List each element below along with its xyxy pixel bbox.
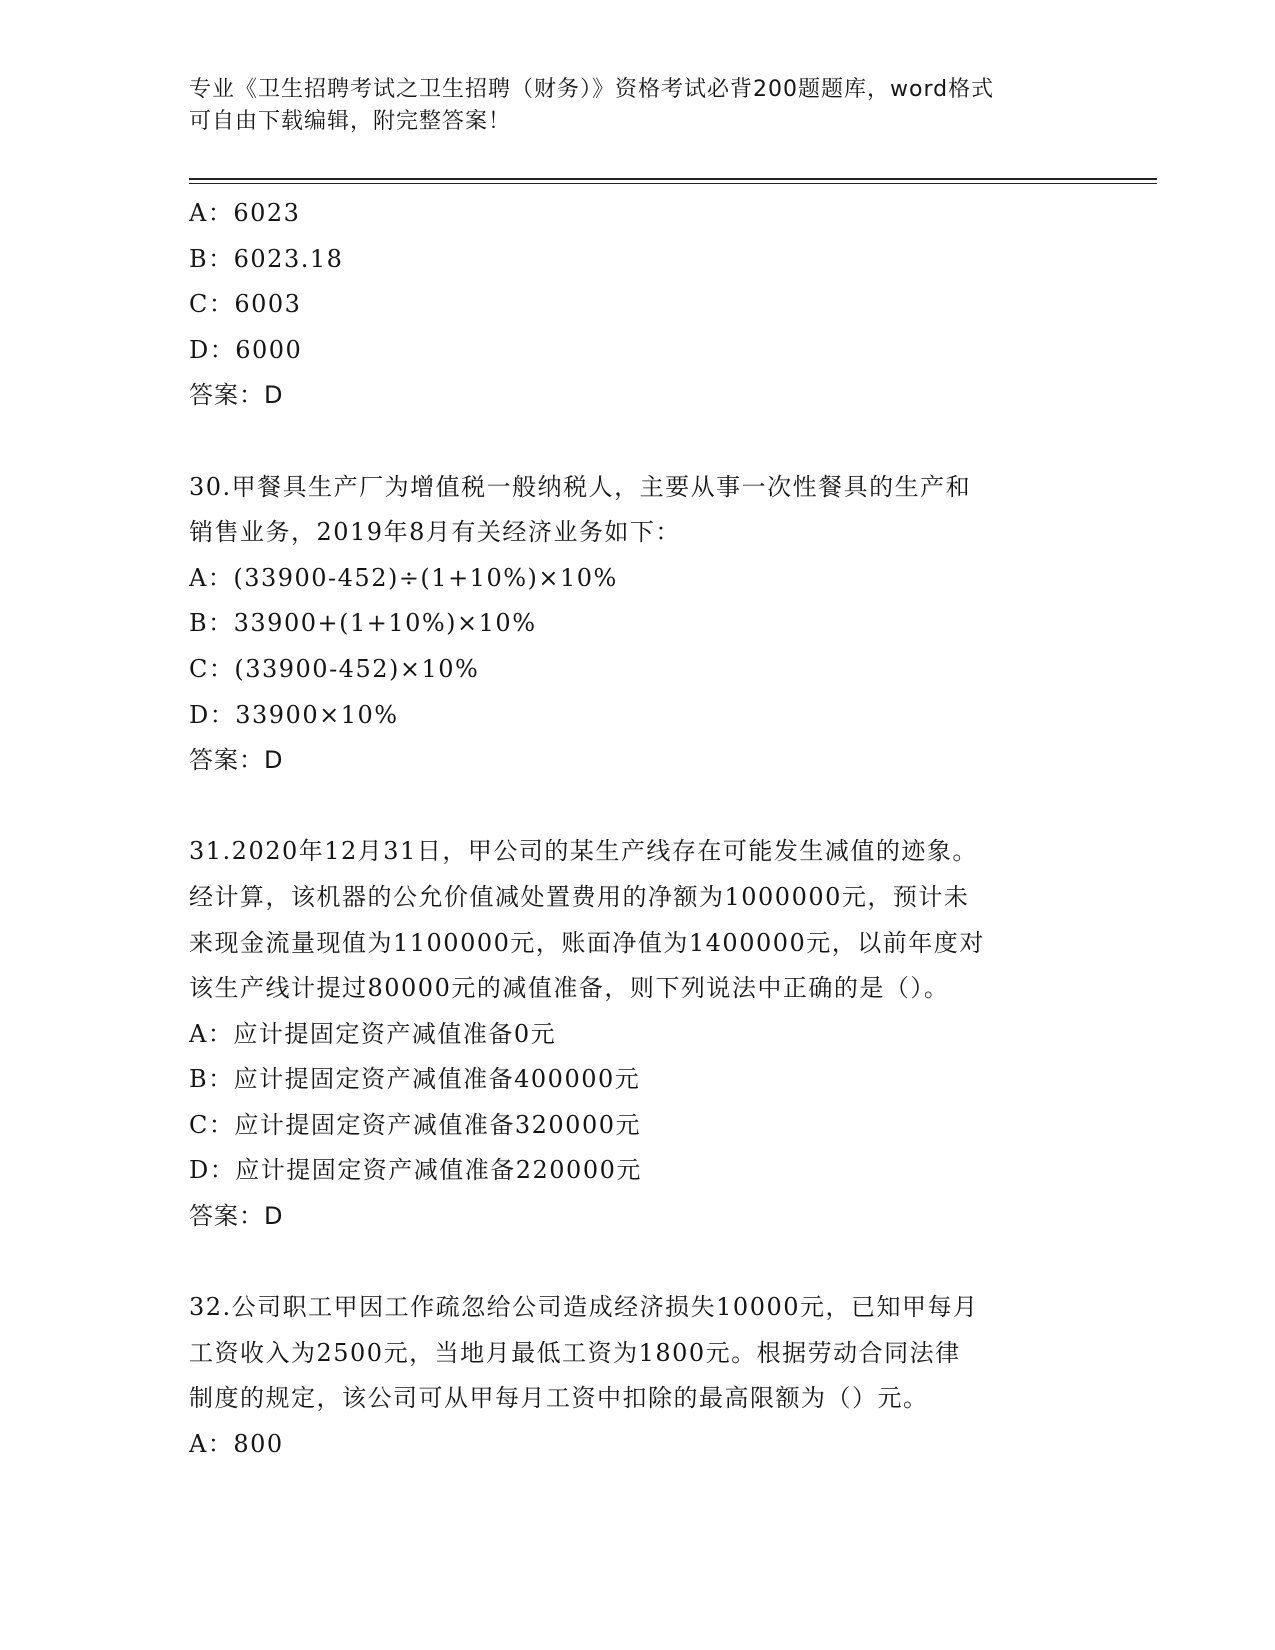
question-block-32 bbox=[189, 1285, 1089, 1467]
question-stem-line: 制度的规定，该公司可从甲每月工资中扣除的最高限额为（）元。 bbox=[189, 1384, 929, 1413]
option-c: C：6003 bbox=[189, 290, 302, 319]
question-stem-line: 工资收入为2500元，当地月最低工资为1800元。根据劳动合同法律 bbox=[189, 1338, 961, 1367]
question-block-29 bbox=[189, 191, 1089, 419]
question-list bbox=[189, 191, 1089, 1468]
option-a: A：6023 bbox=[189, 199, 301, 227]
header-rule-thin bbox=[189, 183, 1157, 184]
header-line-1: 专业《卫生招聘考试之卫生招聘（财务）》资格考试必背200题题库，word格式 bbox=[189, 77, 995, 102]
question-stem-line: 经计算，该机器的公允价值减处置费用的净额为1000000元，预计未 bbox=[189, 882, 970, 911]
question-block-31 bbox=[189, 829, 1089, 1239]
question-stem-line: 31.2020年12月31日，甲公司的某生产线存在可能发生减值的迹象。 bbox=[189, 837, 978, 866]
option-b: B：33900+(1+10%)×10% bbox=[189, 609, 537, 638]
option-b: B：6023.18 bbox=[189, 244, 344, 273]
question-block-30 bbox=[189, 465, 1089, 784]
option-d: D：应计提固定资产减值准备220000元 bbox=[189, 1156, 642, 1185]
question-stem-line: 销售业务，2019年8月有关经济业务如下： bbox=[189, 518, 681, 547]
answer-line: 答案：D bbox=[189, 381, 284, 410]
header-rule-thick bbox=[189, 178, 1157, 180]
block-spacer bbox=[189, 1240, 1089, 1286]
answer-line: 答案：D bbox=[189, 1202, 284, 1231]
option-a: A：(33900-452)÷(1+10%)×10% bbox=[189, 563, 618, 592]
option-a: A：800 bbox=[189, 1430, 284, 1459]
block-spacer bbox=[189, 784, 1089, 830]
header-line-2: 可自由下载编辑，附完整答案！ bbox=[189, 109, 512, 134]
option-b: B：应计提固定资产减值准备400000元 bbox=[189, 1065, 641, 1094]
question-stem-line: 来现金流量现值为1100000元，账面净值为1400000元，以前年度对 bbox=[189, 928, 985, 957]
option-c: C：应计提固定资产减值准备320000元 bbox=[189, 1110, 641, 1139]
option-c: C：(33900-452)×10% bbox=[189, 654, 480, 683]
answer-line: 答案：D bbox=[189, 746, 284, 775]
option-d: D：33900×10% bbox=[189, 700, 399, 729]
question-stem-line: 该生产线计提过80000元的减值准备，则下列说法中正确的是（）。 bbox=[189, 974, 950, 1003]
option-a: A：应计提固定资产减值准备0元 bbox=[189, 1019, 557, 1048]
question-stem-line: 30.甲餐具生产厂为增值税一般纳税人，主要从事一次性餐具的生产和 bbox=[189, 472, 972, 501]
document-header bbox=[189, 74, 1069, 138]
block-spacer bbox=[189, 419, 1089, 465]
option-d: D：6000 bbox=[189, 335, 303, 364]
question-stem-line: 32.公司职工甲因工作疏忽给公司造成经济损失10000元，已知甲每月 bbox=[189, 1293, 979, 1322]
